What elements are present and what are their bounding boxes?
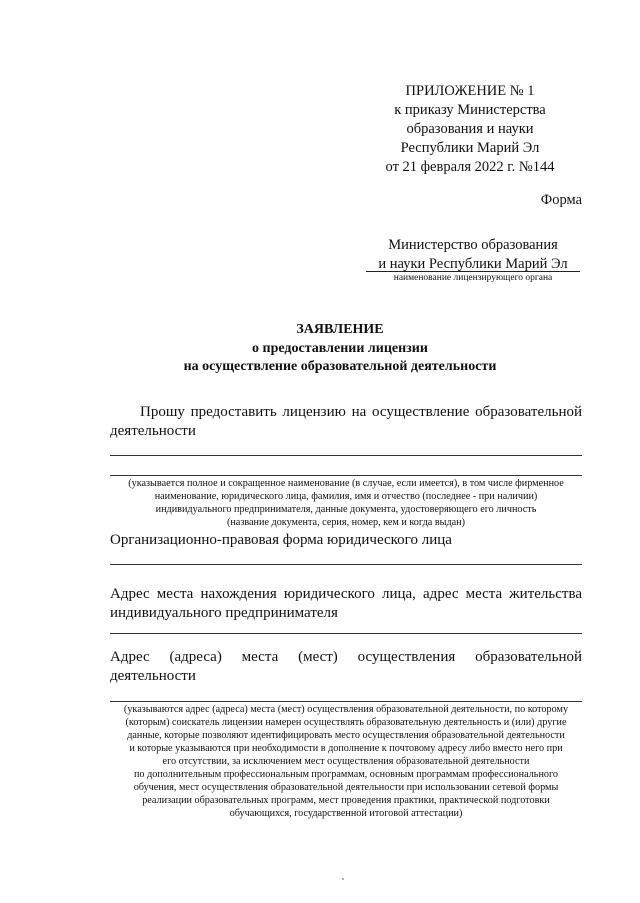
applicant-name-line-2 bbox=[110, 475, 582, 476]
document-subtitle-2: на осуществление образовательной деятельности bbox=[183, 359, 497, 374]
legal-form-label: Организационно-правовая форма юридического лица bbox=[110, 532, 452, 548]
scan-speck bbox=[342, 878, 344, 880]
appendix-header bbox=[360, 82, 580, 177]
applicant-name-caption: (указывается полное и сокращенное наименование (в случае, если имеется), в том числе фирменное наименование, юридического лица, фамилия, имя и отчество (последнее - при наличии) индивидуального предпринимателя, данные документа, удостоверяющего его личность (название документа, серия, номер, кем и когда выдан) bbox=[128, 478, 564, 528]
licensing-organ-underline bbox=[366, 271, 580, 272]
appendix-republic: Республики Марий Эл bbox=[400, 140, 540, 156]
appendix-date: от 21 февраля 2022 г. №144 bbox=[385, 159, 555, 175]
appendix-ministry: образования и науки bbox=[406, 121, 534, 137]
document-title: ЗАЯВЛЕНИЕ bbox=[296, 322, 384, 337]
licensing-organ-line1: Министерство образования bbox=[388, 237, 558, 253]
address-line bbox=[110, 633, 582, 634]
request-text: Прошу предоставить лицензию на осуществление образовательной деятельности bbox=[110, 404, 582, 439]
activity-address-caption: (указываются адрес (адреса) места (мест) осуществления образовательной деятельности, по которому (которым) соискатель лицензии намерен осуществлять образовательную деятельность и (или) другие данные, которые позволяют идентифицировать место осуществления образовательной деятельности и которые указываются при необходимости в дополнение к почтовому адресу либо вместо него при его отсутствии, за исключением мест осуществления образовательной деятельности по дополнительным профессиональным программам, основным программам профессионального обучения, мест осуществления образовательной деятельности при использовании сетевой формы реализации образовательных программ, мест проведения практики, практической подготовки обучающихся, государственной итоговой аттестации) bbox=[123, 704, 569, 819]
appendix-number: ПРИЛОЖЕНИЕ № 1 bbox=[405, 83, 535, 99]
form-label: Форма bbox=[540, 192, 582, 208]
document-subtitle-1: о предоставлении лицензии bbox=[252, 341, 428, 356]
licensing-organ-line2: и науки Республики Марий Эл bbox=[378, 256, 568, 272]
address-label: Адрес места нахождения юридического лица, адрес места жительства индивидуального предпринимателя bbox=[110, 586, 582, 621]
licensing-organ-caption: наименование лицензирующего органа bbox=[393, 273, 553, 283]
activity-address-label: Адрес (адреса) места (мест) осуществления образовательной bbox=[110, 649, 582, 665]
appendix-order-ref: к приказу Министерства bbox=[394, 102, 546, 118]
applicant-name-line-1 bbox=[110, 455, 582, 456]
activity-address-line bbox=[110, 701, 582, 702]
activity-address-label-line2: деятельности bbox=[110, 668, 196, 684]
licensing-organ bbox=[370, 236, 576, 274]
legal-form-line bbox=[110, 564, 582, 565]
